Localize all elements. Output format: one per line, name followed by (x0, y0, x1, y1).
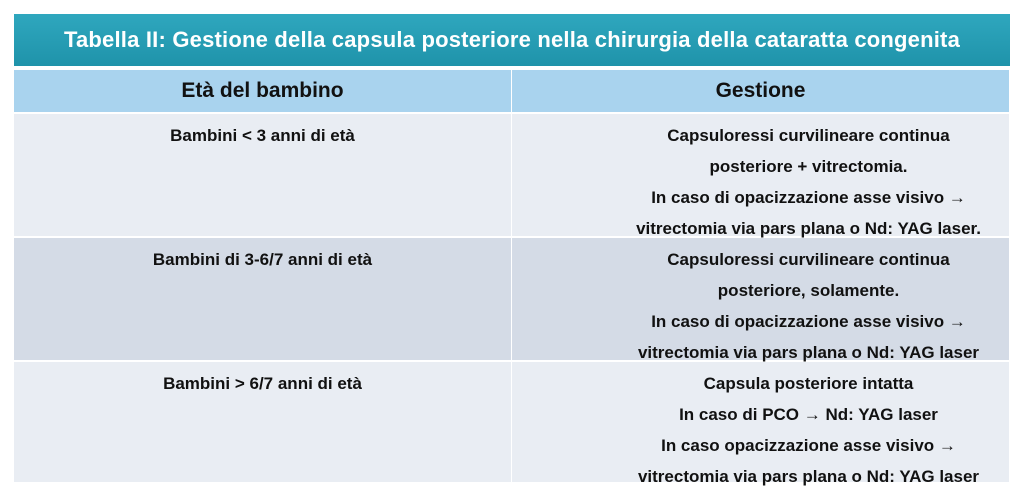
column-header-age: Età del bambino (14, 70, 512, 114)
age-text: Bambini di 3-6/7 anni di età (152, 250, 373, 269)
column-header-management: Gestione (512, 70, 1010, 114)
table-title: Tabella II: Gestione della capsula posteriore nella chirurgia della cataratta congenita (14, 14, 1010, 66)
management-line: Capsuloressi curvilineare continua (667, 126, 950, 145)
management-table (14, 14, 1010, 484)
management-line: posteriore + vitrectomia. (709, 157, 908, 176)
management-line: In caso opacizzazione asse visivo → (661, 436, 956, 455)
management-line: Capsuloressi curvilineare continua (667, 250, 950, 269)
management-line: vitrectomia via pars plana o Nd: YAG laser (637, 467, 980, 486)
management-line: vitrectomia via pars plana o Nd: YAG laser (637, 343, 980, 362)
table-row-3-age (14, 362, 512, 484)
management-line: In caso di opacizzazione asse visivo → (651, 312, 966, 331)
table-grid (14, 70, 1010, 484)
table-row-2-management (512, 238, 1010, 362)
management-line: Capsula posteriore intatta (703, 374, 914, 393)
management-line: In caso di opacizzazione asse visivo → (651, 188, 966, 207)
management-line: vitrectomia via pars plana o Nd: YAG laser. (636, 219, 981, 238)
table-row-2-age (14, 238, 512, 362)
age-text: Bambini < 3 anni di età (170, 126, 355, 145)
table-row-1-age (14, 114, 512, 238)
table-row-3-management (512, 362, 1010, 484)
management-line: posteriore, solamente. (717, 281, 900, 300)
age-text: Bambini > 6/7 anni di età (163, 374, 362, 393)
management-line: In caso di PCO → Nd: YAG laser (679, 405, 938, 424)
table-row-1-management (512, 114, 1010, 238)
